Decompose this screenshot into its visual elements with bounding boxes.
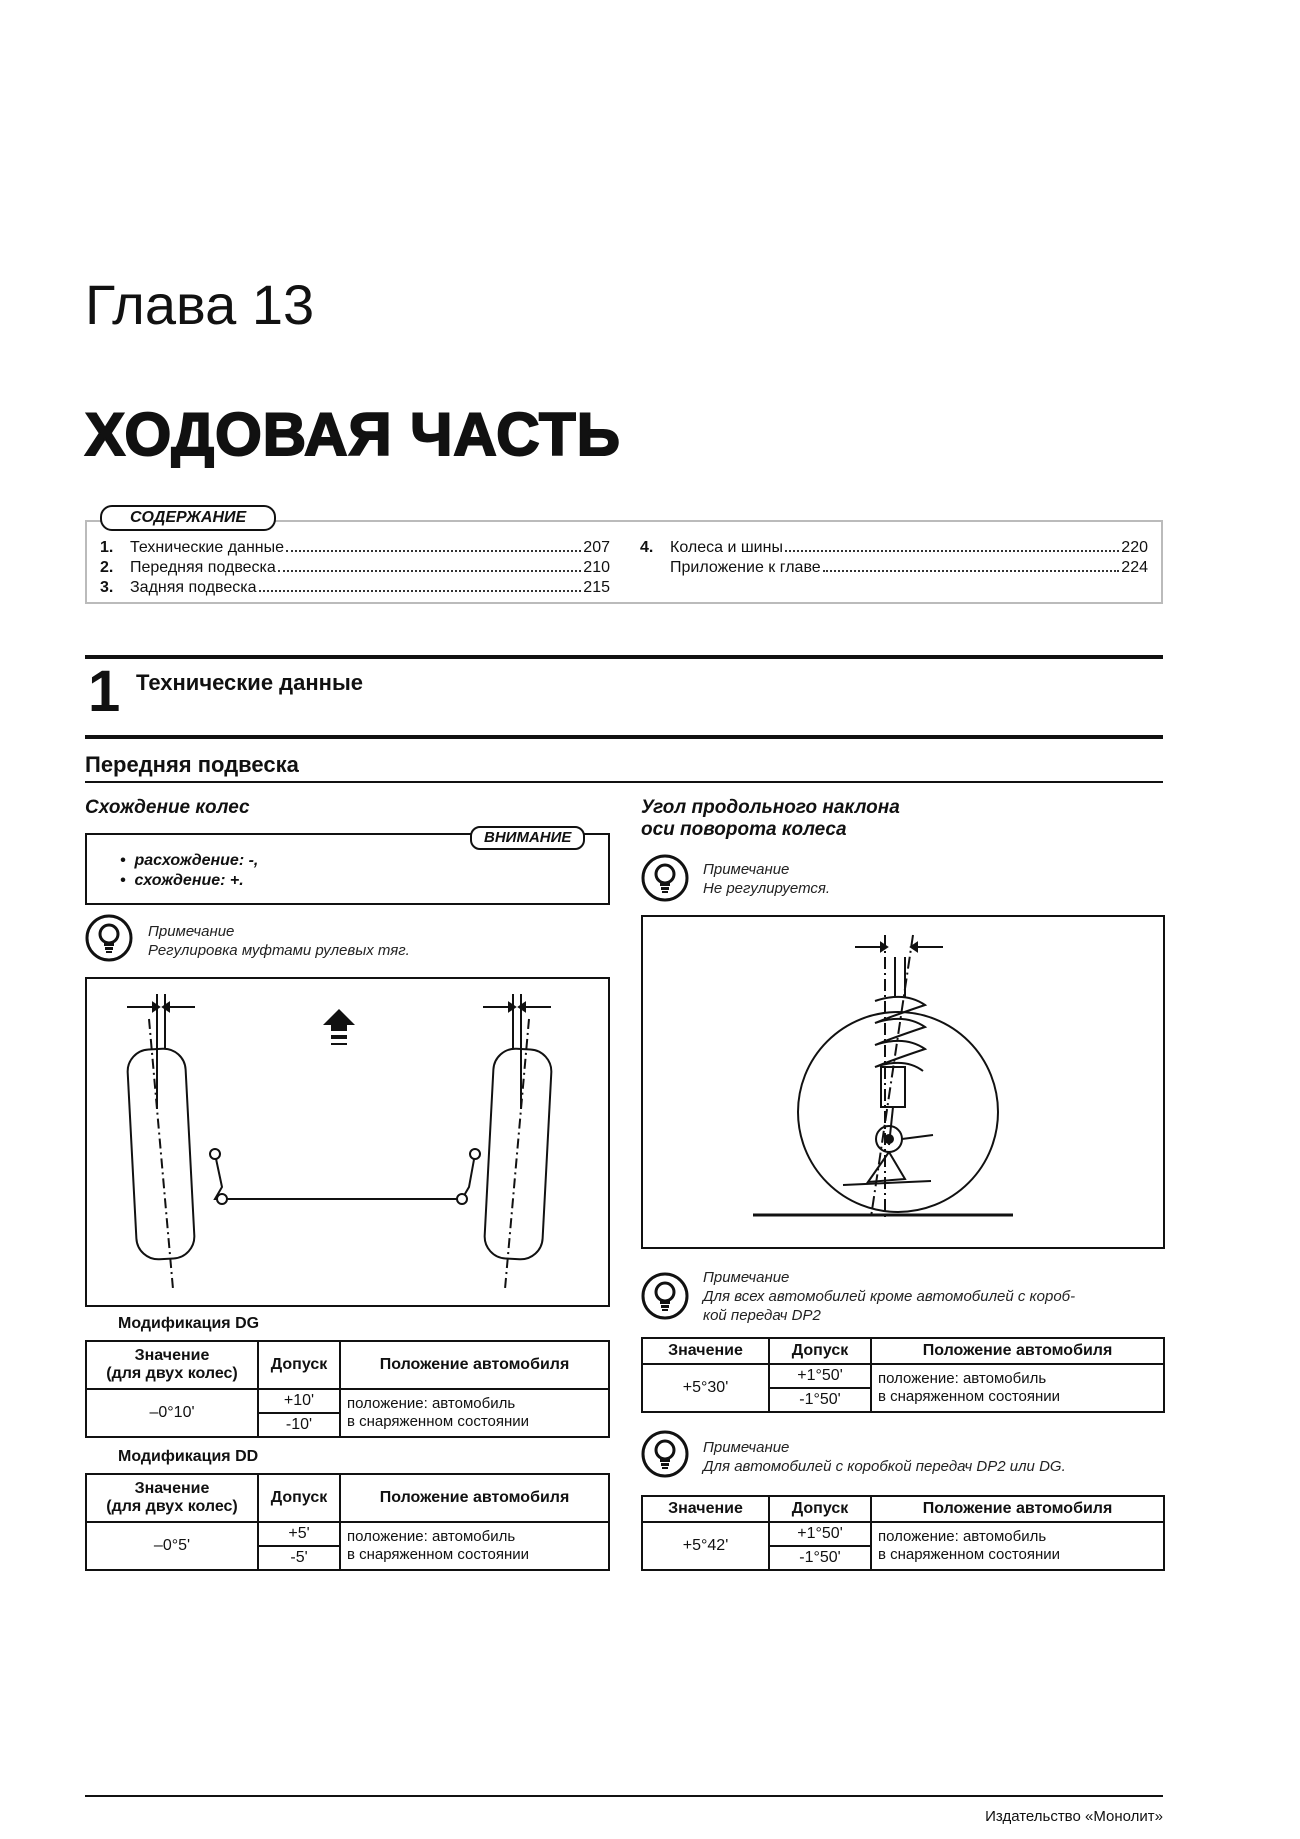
note-text: кой передач DP2 [703,1307,821,1324]
spec-table-dd [85,1473,610,1571]
spec-table-dg [85,1340,610,1438]
header-tolerance: Допуск [769,1496,871,1522]
value-cell: +5°42' [642,1522,769,1570]
attention-item-text: схождение: +. [134,872,244,889]
caster-figure [641,915,1165,1249]
caster-heading-l1: Угол продольного наклона [641,797,900,818]
toc-item-page: 207 [583,539,610,556]
modification-label: Модификация DG [118,1315,260,1332]
position-cell [340,1522,609,1570]
attention-item-text: расхождение: -, [134,852,259,869]
tol-plus-cell: +10' [258,1389,340,1413]
value-cell: –0°5' [86,1522,258,1570]
header-value-l2: (для двух колес) [106,1498,238,1515]
chapter-label: Глава 13 [85,273,315,336]
header-value: Значение [642,1496,769,1522]
position-cell [871,1364,1164,1412]
toc-item-text: Передняя подвеска [130,559,276,576]
tol-plus-cell: +5' [258,1522,340,1546]
toc-item-num: 1. [100,539,114,556]
value-cell: –0°10' [86,1389,258,1437]
attention-item: • расхождение: -, [120,852,259,869]
header-value [86,1341,258,1389]
toc-item[interactable] [640,538,1148,558]
tol-minus-cell: -1°50' [769,1546,871,1570]
toc-item-num: 3. [100,579,114,596]
forward-arrow-icon [323,1009,355,1045]
position-l1: положение: автомобиль [347,1528,516,1545]
header-position: Положение автомобиля [340,1341,609,1389]
header-position: Положение автомобиля [871,1496,1164,1522]
attention-item: • схождение: +. [120,872,244,889]
note-label: Примечание [703,861,790,878]
caster-heading-l2: оси поворота колеса [641,819,847,840]
tol-minus-cell: -1°50' [769,1388,871,1412]
header-tolerance: Допуск [769,1338,871,1364]
toc-dots [278,570,581,572]
toc-dots [286,550,581,552]
note-text: Для автомобилей с коробкой передач DP2 или DG. [703,1458,1066,1475]
toc-item-text: Приложение к главе [670,559,821,576]
note-text: Для всех автомобилей кроме автомобилей с короб- [703,1288,1076,1305]
toc-item[interactable] [640,558,1148,578]
section-title: Технические данные [136,670,363,695]
note-text: Регулировка муфтами рулевых тяг. [148,942,410,959]
lightbulb-icon [641,854,689,902]
note-label: Примечание [703,1269,790,1286]
toc-item-page: 215 [583,579,610,596]
tol-plus-cell: +1°50' [769,1522,871,1546]
position-cell [340,1389,609,1437]
footer-rule [85,1795,1163,1797]
toe-heading: Схождение колес [85,797,250,818]
toc-item-num: 4. [640,539,654,556]
tol-minus-cell: -5' [258,1546,340,1570]
toe-figure [85,977,610,1307]
lightbulb-icon [641,1430,689,1478]
section-number: 1 [88,659,121,724]
caster-diagram [643,917,1163,1247]
position-l1: положение: автомобиль [347,1395,516,1412]
toc-item-page: 224 [1121,559,1148,576]
toc-dots [823,570,1120,572]
page-title: ХОДОВАЯ ЧАСТЬ [85,401,621,468]
lightbulb-icon [85,914,133,962]
position-l2: в снаряженном состоянии [878,1546,1061,1563]
toe-diagram [87,979,608,1305]
position-l2: в снаряженном состоянии [878,1388,1061,1405]
note-label: Примечание [148,923,235,940]
header-value [86,1474,258,1522]
caster-table-1 [641,1337,1165,1413]
toc-item-page: 210 [583,559,610,576]
section-top-rule [85,655,1163,659]
lightbulb-icon [641,1272,689,1320]
toc-item[interactable] [100,558,610,578]
header-value: Значение [642,1338,769,1364]
position-cell [871,1522,1164,1570]
header-value-l1: Значение [134,1347,210,1364]
subsection-rule [85,781,1163,783]
tol-plus-cell: +1°50' [769,1364,871,1388]
toc-label: СОДЕРЖАНИЕ [100,505,276,531]
toc-item-text: Задняя подвеска [130,579,257,596]
attention-label: ВНИМАНИЕ [470,826,585,850]
header-position: Положение автомобиля [871,1338,1164,1364]
note-text: Не регулируется. [703,880,831,897]
publisher-footer: Издательство «Монолит» [985,1808,1163,1825]
header-position: Положение автомобиля [340,1474,609,1522]
modification-label: Модификация DD [118,1448,259,1465]
subsection-title: Передняя подвеска [85,752,299,777]
position-l1: положение: автомобиль [878,1528,1047,1545]
note-label: Примечание [703,1439,790,1456]
position-l2: в снаряженном состоянии [347,1546,530,1563]
tol-minus-cell: -10' [258,1413,340,1437]
position-l1: положение: автомобиль [878,1370,1047,1387]
header-tolerance: Допуск [258,1474,340,1522]
toc-dots [259,590,582,592]
toc-item-page: 220 [1121,539,1148,556]
header-tolerance: Допуск [258,1341,340,1389]
toc-item[interactable] [100,538,610,558]
toc-item-text: Колеса и шины [670,539,783,556]
header-value-l2: (для двух колес) [106,1365,238,1382]
value-cell: +5°30' [642,1364,769,1412]
toc-item-num: 2. [100,559,114,576]
section-bottom-rule [85,735,1163,739]
position-l2: в снаряженном состоянии [347,1413,530,1430]
caster-table-2 [641,1495,1165,1571]
toc-dots [785,550,1119,552]
toc-item[interactable] [100,578,610,598]
toc-item-text: Технические данные [130,539,285,556]
header-value-l1: Значение [134,1480,210,1497]
